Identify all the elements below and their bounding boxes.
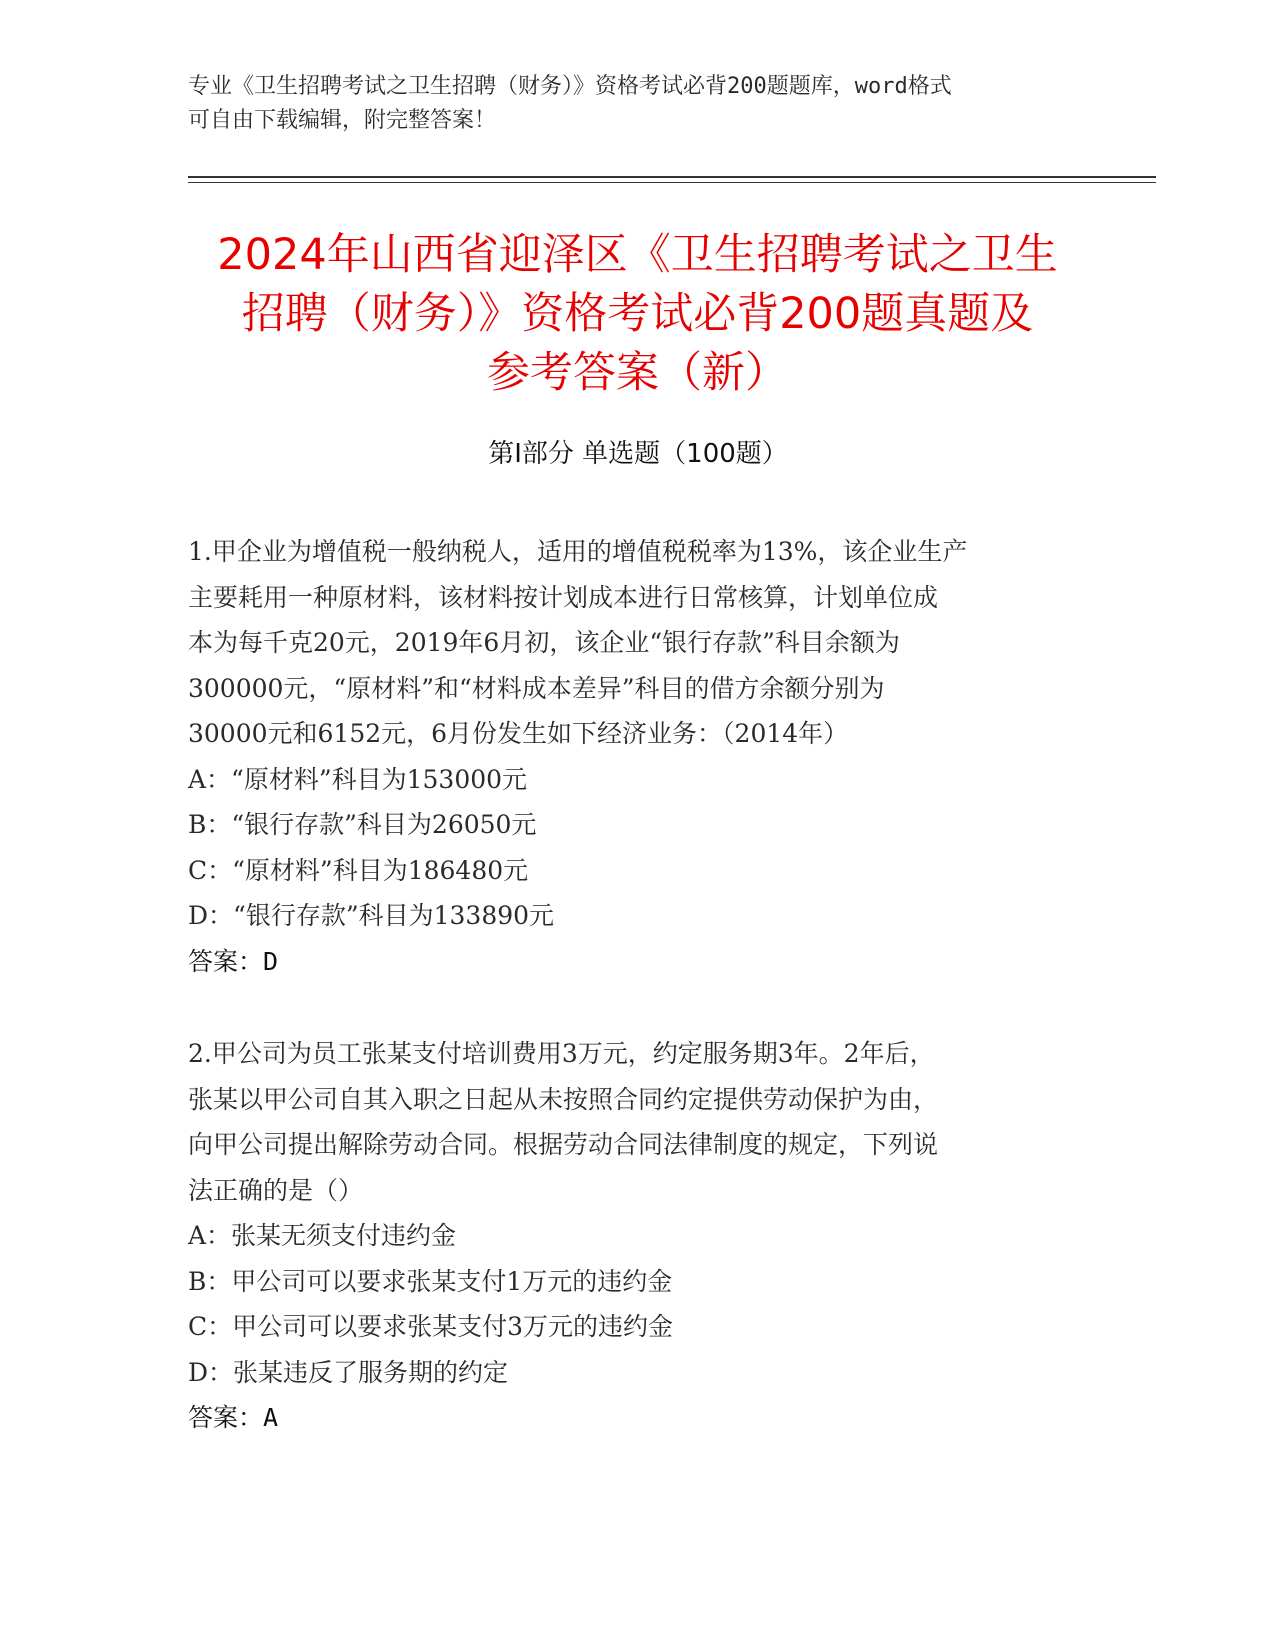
option-b: B：甲公司可以要求张某支付1万元的违约金 [188,1266,673,1296]
header-note [188,70,1088,138]
option-a: A：“原材料”科目为153000元 [188,764,528,794]
section-heading: 第Ⅰ部分 单选题（100题） [488,439,788,469]
header-note-line: 可自由下载编辑，附完整答案！ [188,108,497,133]
header-note-line: 专业《卫生招聘考试之卫生招聘（财务）》资格考试必背200题题库，word格式 [188,74,952,99]
option-c: C：甲公司可以要求张某支付3万元的违约金 [188,1312,674,1341]
question-stem-line: 2.甲公司为员工张某支付培训费用3万元，约定服务期3年。2年后， [188,1039,935,1068]
answer: 答案：A [188,1403,279,1432]
question-1 [188,529,1088,984]
answer: 答案：D [188,946,279,976]
question-stem-line: 1.甲企业为增值税一般纳税人，适用的增值税税率为13%，该企业生产 [188,537,968,566]
question-stem-line: 法正确的是（） [188,1175,364,1205]
option-c: C：“原材料”科目为186480元 [188,855,529,885]
question-stem-line: 300000元，“原材料”和“材料成本差异”科目的借方余额分别为 [188,673,885,703]
question-2 [188,1031,1088,1441]
question-stem-line: 向甲公司提出解除劳动合同。根据劳动合同法律制度的规定，下列说 [188,1130,939,1159]
option-b: B：“银行存款”科目为26050元 [188,810,537,839]
question-stem-line: 本为每千克20元，2019年6月初，该企业“银行存款”科目余额为 [188,628,900,657]
option-d: D：张某违反了服务期的约定 [188,1357,509,1387]
document-title [100,226,1175,403]
header-divider-thin [188,182,1156,183]
document-title-line: 参考答案（新） [487,348,788,398]
document-title-line: 2024年山西省迎泽区《卫生招聘考试之卫生 [217,230,1058,280]
header-divider-thick [188,176,1156,178]
option-a: A：张某无须支付违约金 [188,1221,457,1250]
document-title-line: 招聘（财务）》资格考试必背200题真题及 [241,289,1034,339]
question-stem-line: 主要耗用一种原材料，该材料按计划成本进行日常核算，计划单位成 [188,582,939,612]
question-stem-line: 张某以甲公司自其入职之日起从未按照合同约定提供劳动保护为由， [188,1084,939,1114]
option-d: D：“银行存款”科目为133890元 [188,901,555,930]
question-stem-line: 30000元和6152元，6月份发生如下经济业务：（2014年） [188,719,849,748]
